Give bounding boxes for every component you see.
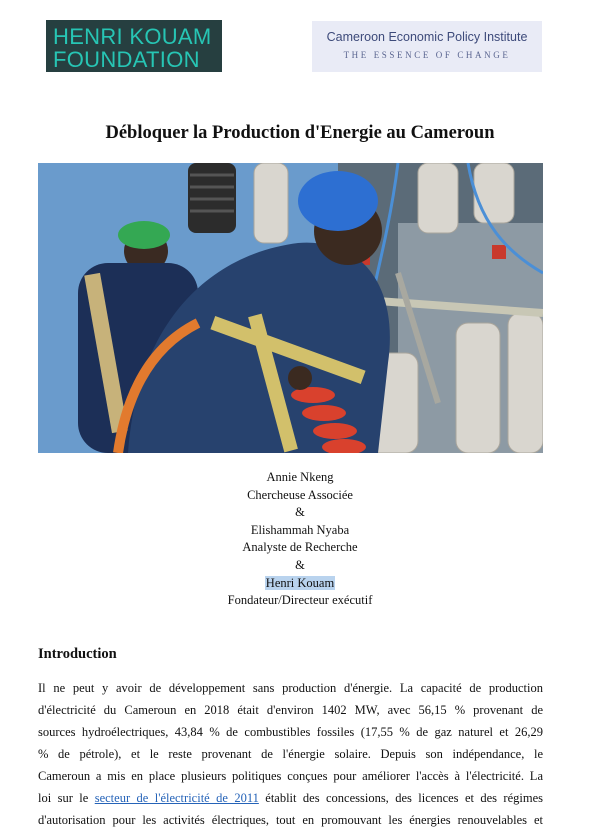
author-2-name: Elishammah Nyaba — [250, 522, 350, 537]
paragraph-line-5: Cameroun a mis en place plusieurs politiques conçues pour améliorer l'accès à l'électricité. La — [38, 769, 543, 783]
logo-line-1: HENRI KOUAM — [53, 24, 212, 49]
author-3-name-highlighted[interactable]: Henri Kouam — [265, 575, 335, 590]
paragraph-line-3: sources hydroélectriques, 43,84 % de combustibles fossiles (17,55 % de gaz naturel et 26,29 — [38, 725, 543, 739]
henri-kouam-foundation-logo — [46, 20, 222, 72]
section-heading-introduction: Introduction — [38, 646, 117, 662]
author-1-name: Annie Nkeng — [266, 470, 334, 484]
introduction-paragraph — [38, 677, 543, 831]
paragraph-line-1: Il ne peut y avoir de développement sans production d'énergie. La capacité de production — [38, 681, 543, 695]
cepi-tagline: THE ESSENCE OF CHANGE — [343, 50, 511, 60]
paragraph-line-6 — [38, 787, 543, 809]
photo-illustration — [38, 163, 543, 453]
author-separator-1: & — [295, 505, 305, 520]
electrical-workers-photo — [38, 163, 543, 453]
line-6-after-link: établit des concessions, des licences et des régimes — [265, 791, 543, 805]
electricity-sector-2011-link[interactable]: secteur de l'électricité de 2011 — [94, 791, 259, 805]
paragraph-line-2: d'électricité du Cameroun en 2018 était d'environ 1402 MW, avec 56,15 % provenant de — [38, 703, 543, 717]
author-1-role: Chercheuse Associée — [247, 487, 353, 502]
logo-line-2: FOUNDATION — [53, 47, 200, 72]
author-2-role: Analyste de Recherche — [242, 540, 358, 555]
paragraph-line-7: d'autorisation pour les activités électriques, tout en promouvant les énergies renouvelables et — [38, 813, 543, 827]
line-6-before-link: loi sur le — [38, 791, 89, 805]
cepi-name: Cameroon Economic Policy Institute — [326, 30, 528, 44]
author-3-name-row — [0, 575, 600, 593]
authors-block — [0, 469, 600, 610]
cepi-logo — [312, 21, 542, 72]
document-title: Débloquer la Production d'Energie au Cameroun — [105, 123, 495, 143]
paragraph-line-4: % de pétrole), et le reste provenant de l'énergie solaire. Depuis son indépendance, le — [38, 747, 543, 761]
author-separator-2: & — [295, 557, 305, 572]
author-3-role: Fondateur/Directeur exécutif — [227, 593, 373, 608]
